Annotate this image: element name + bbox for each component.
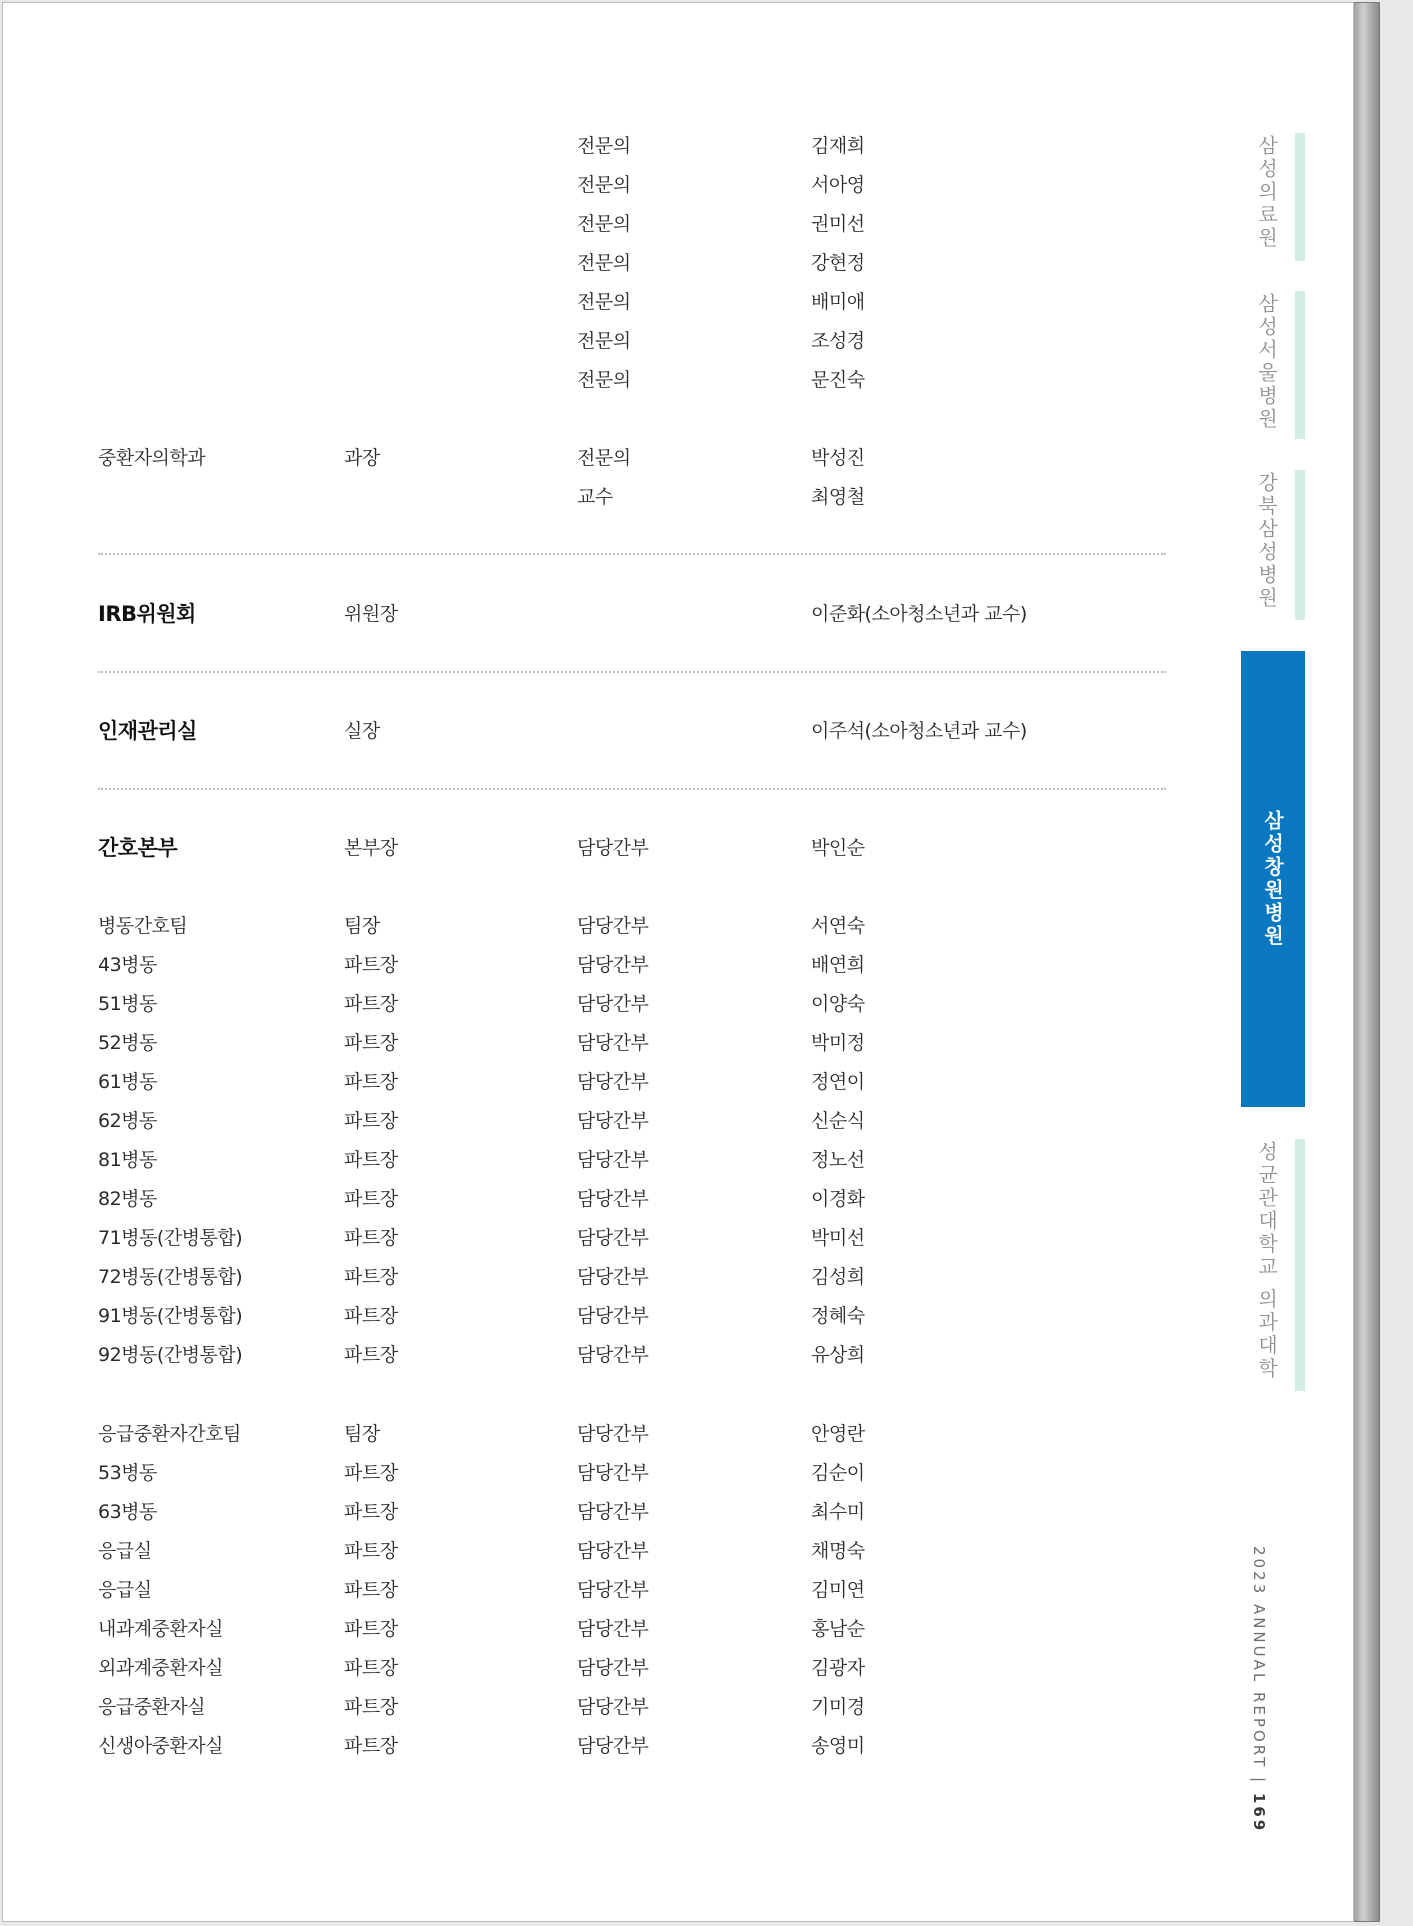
table-row: [3, 248, 1183, 278]
department-cell: 신생아중환자실: [98, 1735, 223, 1757]
table-row: [3, 1340, 1183, 1370]
table-row: [3, 1458, 1183, 1488]
table-row: [3, 1145, 1183, 1175]
table-row: [3, 1497, 1183, 1527]
side-tab-samsung-changwon-hospital[interactable]: [1241, 651, 1305, 1107]
role-cell: 담당간부: [577, 954, 649, 976]
department-cell: IRB위원회: [98, 602, 196, 626]
table-row: [3, 833, 1183, 863]
name-cell: 조성경: [811, 330, 865, 352]
table-row: [3, 911, 1183, 941]
name-cell: 김재희: [811, 135, 865, 157]
name-cell: 박성진: [811, 447, 865, 469]
position-cell: 파트장: [344, 1305, 398, 1327]
side-tab-bar: [1295, 133, 1305, 261]
name-cell: 신순식: [811, 1110, 865, 1132]
section-divider: [98, 553, 1166, 555]
side-tab-label: 삼성서울병원: [1254, 293, 1279, 431]
name-cell: 박인순: [811, 837, 865, 859]
table-row: [3, 1223, 1183, 1253]
table-row: [3, 482, 1183, 512]
table-row: [3, 443, 1183, 473]
side-tab-skku-school-of-medicine[interactable]: [1238, 1139, 1296, 1391]
table-row: [3, 170, 1183, 200]
position-cell: 파트장: [344, 1110, 398, 1132]
position-cell: 파트장: [344, 1540, 398, 1562]
table-row: [3, 1067, 1183, 1097]
department-cell: 51병동: [98, 993, 157, 1015]
name-cell: 정혜숙: [811, 1305, 865, 1327]
role-cell: 담당간부: [577, 1110, 649, 1132]
position-cell: 파트장: [344, 954, 398, 976]
name-cell: 정연이: [811, 1071, 865, 1093]
name-cell: 안영란: [811, 1423, 865, 1445]
department-cell: 81병동: [98, 1149, 157, 1171]
side-tab-bar: [1295, 291, 1305, 439]
department-cell: 92병동(간병통합): [98, 1344, 243, 1366]
name-cell: 정노선: [811, 1149, 865, 1171]
position-cell: 파트장: [344, 1266, 398, 1288]
department-cell: 응급실: [98, 1540, 152, 1562]
table-row: [3, 209, 1183, 239]
page-footer: [1239, 1546, 1279, 1833]
department-cell: 52병동: [98, 1032, 157, 1054]
department-cell: 응급중환자실: [98, 1696, 206, 1718]
table-row: [3, 1184, 1183, 1214]
position-cell: 파트장: [344, 1501, 398, 1523]
role-cell: 담당간부: [577, 1696, 649, 1718]
role-cell: 담당간부: [577, 837, 649, 859]
department-cell: 53병동: [98, 1462, 157, 1484]
table-row: [3, 1106, 1183, 1136]
section-divider: [98, 671, 1166, 673]
side-tab-label: 삼성의료원: [1254, 135, 1279, 250]
name-cell: 이경화: [811, 1188, 865, 1210]
role-cell: 담당간부: [577, 1071, 649, 1093]
department-cell: 43병동: [98, 954, 157, 976]
role-cell: 담당간부: [577, 1227, 649, 1249]
role-cell: 담당간부: [577, 1423, 649, 1445]
position-cell: 파트장: [344, 1618, 398, 1640]
position-cell: 파트장: [344, 1149, 398, 1171]
side-tab-bar: [1295, 1139, 1305, 1391]
table-row: [3, 989, 1183, 1019]
role-cell: 담당간부: [577, 1305, 649, 1327]
name-cell: 강현정: [811, 252, 865, 274]
department-cell: 72병동(간병통합): [98, 1266, 243, 1288]
role-cell: 담당간부: [577, 993, 649, 1015]
position-cell: 파트장: [344, 1579, 398, 1601]
name-cell: 문진숙: [811, 369, 865, 391]
name-cell: 서연숙: [811, 915, 865, 937]
name-cell: 박미정: [811, 1032, 865, 1054]
position-cell: 파트장: [344, 1071, 398, 1093]
section-divider: [98, 788, 1166, 790]
side-tab-bar: [1295, 470, 1305, 620]
role-cell: 담당간부: [577, 1149, 649, 1171]
position-cell: 파트장: [344, 1227, 398, 1249]
table-row: [3, 1575, 1183, 1605]
position-cell: 위원장: [344, 603, 398, 625]
role-cell: 전문의: [577, 135, 631, 157]
table-row: [3, 131, 1183, 161]
role-cell: 전문의: [577, 174, 631, 196]
name-cell: 이준화(소아청소년과 교수): [811, 603, 1027, 625]
table-row: [3, 1028, 1183, 1058]
side-tab-label: 강북삼성병원: [1254, 472, 1279, 610]
position-cell: 파트장: [344, 1188, 398, 1210]
role-cell: 담당간부: [577, 1501, 649, 1523]
department-cell: 응급실: [98, 1579, 152, 1601]
name-cell: 홍남순: [811, 1618, 865, 1640]
role-cell: 전문의: [577, 369, 631, 391]
name-cell: 유상희: [811, 1344, 865, 1366]
page-number: 169: [1250, 1792, 1268, 1834]
position-cell: 본부장: [344, 837, 398, 859]
role-cell: 담당간부: [577, 1188, 649, 1210]
department-cell: 71병동(간병통합): [98, 1227, 243, 1249]
position-cell: 팀장: [344, 915, 380, 937]
position-cell: 파트장: [344, 1696, 398, 1718]
department-cell: 63병동: [98, 1501, 157, 1523]
name-cell: 박미선: [811, 1227, 865, 1249]
table-row: [3, 1301, 1183, 1331]
role-cell: 담당간부: [577, 1618, 649, 1640]
department-cell: 외과계중환자실: [98, 1657, 223, 1679]
report-label: 2023 ANNUAL REPORT: [1250, 1546, 1268, 1770]
position-cell: 파트장: [344, 1657, 398, 1679]
role-cell: 담당간부: [577, 1344, 649, 1366]
department-cell: 인재관리실: [98, 719, 197, 743]
name-cell: 채명숙: [811, 1540, 865, 1562]
name-cell: 김순이: [811, 1462, 865, 1484]
footer-text: [1250, 1546, 1268, 1833]
role-cell: 전문의: [577, 291, 631, 313]
position-cell: 과장: [344, 447, 380, 469]
side-tab-samsung-medical-center[interactable]: [1238, 133, 1296, 261]
role-cell: 담당간부: [577, 1735, 649, 1757]
name-cell: 김성희: [811, 1266, 865, 1288]
department-cell: 간호본부: [98, 836, 178, 860]
side-tab-samsung-seoul-hospital[interactable]: [1238, 291, 1296, 439]
table-row: [3, 599, 1183, 629]
role-cell: 전문의: [577, 252, 631, 274]
name-cell: 배연희: [811, 954, 865, 976]
name-cell: 이주석(소아청소년과 교수): [811, 720, 1027, 742]
footer-separator: |: [1250, 1777, 1268, 1786]
table-row: [3, 1653, 1183, 1683]
name-cell: 권미선: [811, 213, 865, 235]
role-cell: 담당간부: [577, 1579, 649, 1601]
table-row: [3, 287, 1183, 317]
position-cell: 파트장: [344, 1735, 398, 1757]
side-tab-kangbuk-samsung-hospital[interactable]: [1238, 470, 1296, 620]
role-cell: 교수: [577, 486, 613, 508]
role-cell: 전문의: [577, 447, 631, 469]
role-cell: 담당간부: [577, 1462, 649, 1484]
department-cell: 61병동: [98, 1071, 157, 1093]
department-cell: 91병동(간병통합): [98, 1305, 243, 1327]
position-cell: 파트장: [344, 1344, 398, 1366]
department-cell: 응급중환자간호팀: [98, 1423, 241, 1445]
department-cell: 내과계중환자실: [98, 1618, 223, 1640]
table-row: [3, 1419, 1183, 1449]
role-cell: 담당간부: [577, 1540, 649, 1562]
role-cell: 담당간부: [577, 1032, 649, 1054]
role-cell: 담당간부: [577, 1657, 649, 1679]
role-cell: 전문의: [577, 330, 631, 352]
position-cell: 팀장: [344, 1423, 380, 1445]
role-cell: 전문의: [577, 213, 631, 235]
position-cell: 파트장: [344, 1462, 398, 1484]
name-cell: 최영철: [811, 486, 865, 508]
role-cell: 담당간부: [577, 1266, 649, 1288]
side-tab-label: 삼성창원병원: [1260, 810, 1285, 948]
table-row: [3, 1692, 1183, 1722]
table-row: [3, 1614, 1183, 1644]
table-row: [3, 1262, 1183, 1292]
page-stack-edge: [1352, 2, 1380, 1922]
department-cell: 중환자의학과: [98, 447, 206, 469]
position-cell: 파트장: [344, 993, 398, 1015]
name-cell: 김미연: [811, 1579, 865, 1601]
name-cell: 송영미: [811, 1735, 865, 1757]
name-cell: 서아영: [811, 174, 865, 196]
name-cell: 기미경: [811, 1696, 865, 1718]
table-row: [3, 365, 1183, 395]
name-cell: 김광자: [811, 1657, 865, 1679]
name-cell: 배미애: [811, 291, 865, 313]
side-tab-label: 성균관대학교 의과대학: [1254, 1141, 1279, 1381]
table-row: [3, 326, 1183, 356]
table-row: [3, 1731, 1183, 1761]
department-cell: 62병동: [98, 1110, 157, 1132]
name-cell: 최수미: [811, 1501, 865, 1523]
table-row: [3, 716, 1183, 746]
name-cell: 이양숙: [811, 993, 865, 1015]
department-cell: 82병동: [98, 1188, 157, 1210]
position-cell: 파트장: [344, 1032, 398, 1054]
report-page: [2, 2, 1354, 1922]
table-row: [3, 950, 1183, 980]
table-row: [3, 1536, 1183, 1566]
position-cell: 실장: [344, 720, 380, 742]
role-cell: 담당간부: [577, 915, 649, 937]
department-cell: 병동간호팀: [98, 915, 188, 937]
